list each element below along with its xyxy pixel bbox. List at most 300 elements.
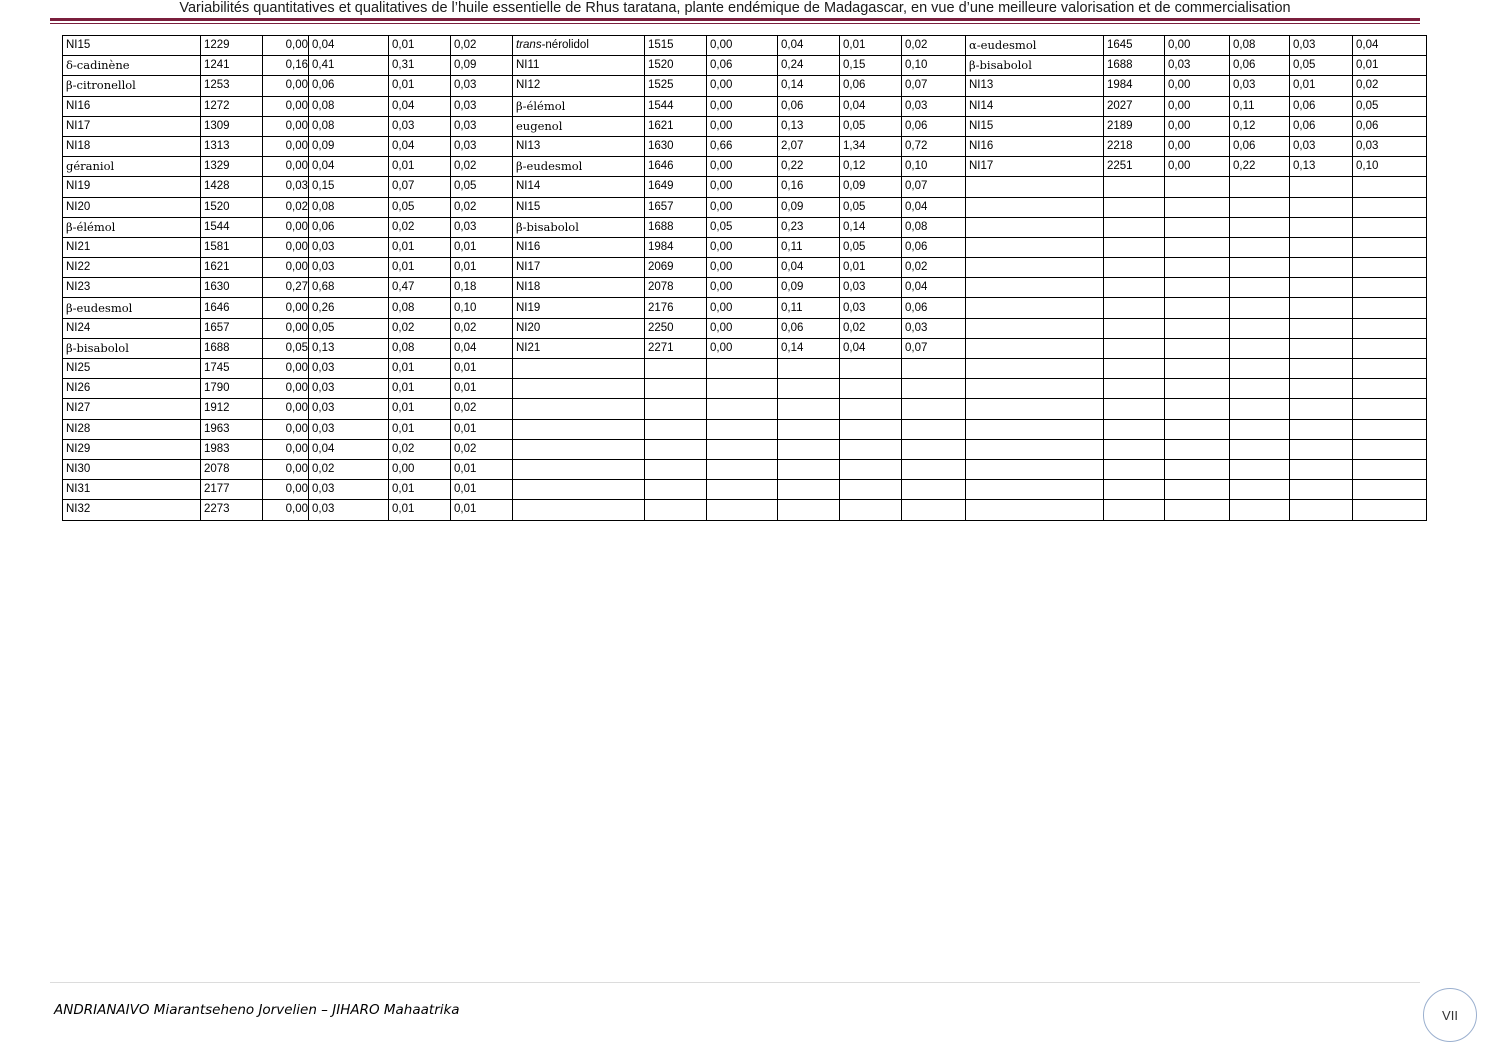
- cell-retention-index: 1272: [201, 96, 263, 116]
- cell-mean: [840, 379, 902, 399]
- cell-retention-index: 1229: [201, 36, 263, 56]
- cell-mean: 0,05: [389, 197, 451, 217]
- cell-std: [1353, 258, 1427, 278]
- cell-compound: NI15: [513, 197, 645, 217]
- cell-std: [1353, 419, 1427, 439]
- cell-retention-index: 1657: [645, 197, 707, 217]
- cell-mean: [1290, 359, 1353, 379]
- cell-mean: 0,01: [389, 500, 451, 520]
- cell-std: 0,05: [1353, 96, 1427, 116]
- cell-retention-index: 1241: [201, 56, 263, 76]
- cell-compound: [966, 480, 1104, 500]
- cell-max: 0,13: [778, 116, 840, 136]
- cell-mean: 0,06: [1290, 116, 1353, 136]
- cell-max: 0,11: [778, 298, 840, 318]
- cell-std: 0,04: [902, 197, 966, 217]
- cell-mean: 0,02: [389, 318, 451, 338]
- cell-retention-index: [1104, 298, 1165, 318]
- cell-compound: NI15: [966, 116, 1104, 136]
- cell-min: 0,00: [707, 157, 778, 177]
- cell-std: [902, 459, 966, 479]
- cell-std: 0,10: [902, 157, 966, 177]
- cell-std: 0,01: [451, 500, 513, 520]
- cell-retention-index: 1313: [201, 136, 263, 156]
- cell-min: [1165, 258, 1230, 278]
- cell-max: [1230, 379, 1290, 399]
- cell-retention-index: 2078: [201, 459, 263, 479]
- cell-mean: [840, 419, 902, 439]
- cell-max: 0,14: [778, 76, 840, 96]
- cell-retention-index: 2251: [1104, 157, 1165, 177]
- cell-std: [1353, 359, 1427, 379]
- cell-min: 0,66: [707, 136, 778, 156]
- cell-compound: NI29: [63, 439, 201, 459]
- cell-retention-index: 1688: [645, 217, 707, 237]
- cell-std: 0,03: [1353, 136, 1427, 156]
- cell-retention-index: [1104, 197, 1165, 217]
- cell-retention-index: 1646: [201, 298, 263, 318]
- cell-compound: NI14: [513, 177, 645, 197]
- cell-std: [1353, 318, 1427, 338]
- cell-mean: 0,03: [1290, 36, 1353, 56]
- cell-std: 0,03: [902, 318, 966, 338]
- cell-max: 0,11: [1230, 96, 1290, 116]
- cell-std: 0,06: [902, 116, 966, 136]
- cell-mean: 0,06: [1290, 96, 1353, 116]
- cell-min: 0,00: [1165, 157, 1230, 177]
- cell-mean: 0,02: [389, 217, 451, 237]
- cell-std: 0,02: [451, 318, 513, 338]
- cell-min: [1165, 459, 1230, 479]
- cell-mean: 0,00: [389, 459, 451, 479]
- cell-min: 0,05: [707, 217, 778, 237]
- cell-compound: NI16: [513, 237, 645, 257]
- cell-compound: NI30: [63, 459, 201, 479]
- cell-max: [1230, 298, 1290, 318]
- cell-max: [1230, 439, 1290, 459]
- cell-min: [707, 419, 778, 439]
- cell-max: 0,06: [1230, 136, 1290, 156]
- cell-mean: 0,04: [389, 96, 451, 116]
- cell-mean: [840, 439, 902, 459]
- cell-retention-index: 1649: [645, 177, 707, 197]
- cell-min: 0,00: [1165, 136, 1230, 156]
- cell-retention-index: 1428: [201, 177, 263, 197]
- cell-compound: [966, 338, 1104, 358]
- cell-max: [1230, 399, 1290, 419]
- cell-min: 0,00: [263, 116, 309, 136]
- cell-retention-index: 1790: [201, 379, 263, 399]
- cell-compound: NI13: [513, 136, 645, 156]
- cell-max: [1230, 480, 1290, 500]
- cell-min: [1165, 338, 1230, 358]
- cell-compound: NI23: [63, 278, 201, 298]
- cell-std: 0,02: [902, 258, 966, 278]
- cell-mean: 0,09: [840, 177, 902, 197]
- cell-min: [1165, 278, 1230, 298]
- cell-min: 0,00: [1165, 96, 1230, 116]
- table-row: [63, 177, 1427, 197]
- cell-max: 0,04: [778, 36, 840, 56]
- cell-std: [1353, 439, 1427, 459]
- cell-std: [902, 500, 966, 520]
- cell-min: 0,00: [263, 359, 309, 379]
- cell-retention-index: [1104, 177, 1165, 197]
- cell-min: [707, 480, 778, 500]
- cell-std: [902, 439, 966, 459]
- cell-min: 0,00: [707, 278, 778, 298]
- cell-max: [1230, 177, 1290, 197]
- cell-mean: 0,01: [389, 258, 451, 278]
- cell-compound: NI12: [513, 76, 645, 96]
- cell-std: 0,02: [451, 197, 513, 217]
- table-row: [63, 419, 1427, 439]
- header-rule-thick: [50, 18, 1420, 21]
- cell-std: 0,03: [451, 136, 513, 156]
- cell-max: 0,06: [309, 76, 389, 96]
- cell-mean: 0,01: [389, 237, 451, 257]
- cell-min: 0,00: [707, 298, 778, 318]
- cell-retention-index: [1104, 359, 1165, 379]
- cell-min: 0,00: [263, 439, 309, 459]
- cell-compound: β-élémol: [513, 96, 645, 116]
- cell-compound: [966, 379, 1104, 399]
- table-row: [63, 359, 1427, 379]
- cell-min: 0,00: [707, 76, 778, 96]
- cell-mean: 0,01: [840, 36, 902, 56]
- cell-mean: 0,08: [389, 298, 451, 318]
- cell-std: 0,03: [451, 76, 513, 96]
- cell-mean: [1290, 237, 1353, 257]
- cell-compound: β-bisabolol: [513, 217, 645, 237]
- cell-retention-index: 1645: [1104, 36, 1165, 56]
- cell-mean: [1290, 439, 1353, 459]
- cell-retention-index: 2273: [201, 500, 263, 520]
- cell-min: [1165, 298, 1230, 318]
- cell-mean: 0,01: [389, 419, 451, 439]
- cell-max: 0,24: [778, 56, 840, 76]
- cell-max: 0,14: [778, 338, 840, 358]
- cell-mean: 0,03: [1290, 136, 1353, 156]
- cell-retention-index: 1983: [201, 439, 263, 459]
- cell-min: [1165, 379, 1230, 399]
- footer-authors: ANDRIANAIVO Miarantseheno Jorvelien – JIHARO Mahaatrika: [54, 1002, 460, 1018]
- cell-max: 0,06: [778, 318, 840, 338]
- cell-compound: [966, 439, 1104, 459]
- cell-std: 0,04: [451, 338, 513, 358]
- cell-min: 0,00: [707, 237, 778, 257]
- cell-max: 0,08: [309, 96, 389, 116]
- cell-mean: [1290, 298, 1353, 318]
- cell-retention-index: 1630: [201, 278, 263, 298]
- cell-retention-index: [1104, 399, 1165, 419]
- cell-max: 0,03: [309, 379, 389, 399]
- cell-std: 0,01: [451, 480, 513, 500]
- data-table: [62, 35, 1427, 521]
- cell-compound: α-eudesmol: [966, 36, 1104, 56]
- cell-compound: NI18: [513, 278, 645, 298]
- cell-min: 0,00: [263, 318, 309, 338]
- footer-rule: [50, 982, 1420, 983]
- cell-compound: NI24: [63, 318, 201, 338]
- cell-mean: 0,01: [389, 399, 451, 419]
- table-row: [63, 76, 1427, 96]
- cell-min: 0,00: [263, 237, 309, 257]
- cell-compound: NI14: [966, 96, 1104, 116]
- cell-min: [1165, 419, 1230, 439]
- cell-mean: 0,07: [389, 177, 451, 197]
- cell-min: [1165, 480, 1230, 500]
- cell-retention-index: [645, 500, 707, 520]
- cell-min: 0,00: [263, 36, 309, 56]
- cell-retention-index: 1984: [1104, 76, 1165, 96]
- cell-compound: [966, 500, 1104, 520]
- cell-max: 0,03: [309, 237, 389, 257]
- cell-min: 0,00: [707, 36, 778, 56]
- cell-std: 0,01: [451, 379, 513, 399]
- cell-compound: eugenol: [513, 116, 645, 136]
- cell-retention-index: 1544: [645, 96, 707, 116]
- cell-retention-index: [1104, 258, 1165, 278]
- cell-compound: β-bisabolol: [63, 338, 201, 358]
- cell-std: 0,05: [451, 177, 513, 197]
- cell-retention-index: [645, 480, 707, 500]
- cell-max: 0,06: [309, 217, 389, 237]
- cell-std: 0,02: [451, 157, 513, 177]
- table-row: [63, 480, 1427, 500]
- cell-min: [1165, 500, 1230, 520]
- cell-std: [1353, 379, 1427, 399]
- cell-max: 0,12: [1230, 116, 1290, 136]
- cell-max: 0,26: [309, 298, 389, 318]
- cell-min: 0,00: [263, 157, 309, 177]
- cell-std: 0,07: [902, 177, 966, 197]
- cell-retention-index: 2069: [645, 258, 707, 278]
- cell-compound: NI21: [63, 237, 201, 257]
- cell-retention-index: [1104, 419, 1165, 439]
- cell-max: 0,15: [309, 177, 389, 197]
- cell-mean: 0,05: [840, 237, 902, 257]
- cell-retention-index: [1104, 480, 1165, 500]
- cell-mean: 0,06: [840, 76, 902, 96]
- cell-compound: β-citronellol: [63, 76, 201, 96]
- table-row: [63, 237, 1427, 257]
- cell-min: [707, 359, 778, 379]
- cell-mean: 0,47: [389, 278, 451, 298]
- cell-mean: 0,01: [840, 258, 902, 278]
- cell-compound: [966, 318, 1104, 338]
- cell-retention-index: 1253: [201, 76, 263, 96]
- cell-std: [1353, 480, 1427, 500]
- table-row: [63, 379, 1427, 399]
- table-row: [63, 96, 1427, 116]
- cell-std: 0,01: [451, 359, 513, 379]
- cell-min: [707, 500, 778, 520]
- cell-std: 0,01: [1353, 56, 1427, 76]
- cell-mean: 0,01: [389, 359, 451, 379]
- running-header: Variabilités quantitatives et qualitatives de l’huile essentielle de Rhus taratana, plante endémique de Madagascar, en vue d’une meilleure valorisation et de commercialisation: [179, 0, 1291, 16]
- cell-retention-index: 2078: [645, 278, 707, 298]
- cell-mean: [1290, 500, 1353, 520]
- cell-compound: NI25: [63, 359, 201, 379]
- cell-min: [1165, 439, 1230, 459]
- cell-max: [1230, 217, 1290, 237]
- cell-max: [778, 379, 840, 399]
- cell-compound: β-eudesmol: [63, 298, 201, 318]
- cell-max: 0,03: [309, 419, 389, 439]
- cell-mean: 0,04: [840, 338, 902, 358]
- cell-min: 0,00: [707, 116, 778, 136]
- cell-compound: NI16: [966, 136, 1104, 156]
- cell-mean: [1290, 217, 1353, 237]
- cell-min: 0,00: [707, 338, 778, 358]
- cell-compound: trans-nérolidol: [513, 36, 645, 56]
- cell-max: 0,04: [309, 36, 389, 56]
- cell-compound: [966, 459, 1104, 479]
- cell-retention-index: 1657: [201, 318, 263, 338]
- cell-mean: 0,08: [389, 338, 451, 358]
- cell-max: [778, 500, 840, 520]
- cell-std: 0,72: [902, 136, 966, 156]
- cell-std: 0,01: [451, 237, 513, 257]
- cell-retention-index: [645, 379, 707, 399]
- cell-std: [902, 379, 966, 399]
- cell-compound: NI16: [63, 96, 201, 116]
- cell-retention-index: 1309: [201, 116, 263, 136]
- cell-mean: 0,04: [840, 96, 902, 116]
- cell-std: 0,01: [451, 419, 513, 439]
- cell-max: [778, 359, 840, 379]
- cell-compound: [513, 459, 645, 479]
- cell-min: 0,00: [263, 480, 309, 500]
- cell-std: 0,07: [902, 76, 966, 96]
- cell-retention-index: 1688: [201, 338, 263, 358]
- cell-retention-index: 1581: [201, 237, 263, 257]
- cell-compound: [513, 480, 645, 500]
- cell-min: 0,00: [263, 399, 309, 419]
- cell-min: 0,03: [1165, 56, 1230, 76]
- cell-compound: [966, 258, 1104, 278]
- cell-min: [1165, 237, 1230, 257]
- table-row: [63, 338, 1427, 358]
- cell-min: [707, 459, 778, 479]
- cell-retention-index: 2027: [1104, 96, 1165, 116]
- cell-mean: 0,03: [840, 278, 902, 298]
- cell-min: 0,00: [263, 217, 309, 237]
- cell-max: 0,03: [309, 399, 389, 419]
- cell-retention-index: [645, 439, 707, 459]
- cell-compound: [513, 500, 645, 520]
- cell-retention-index: [1104, 338, 1165, 358]
- table-row: [63, 116, 1427, 136]
- table-row: [63, 157, 1427, 177]
- page-number-badge: [1423, 988, 1477, 1042]
- cell-mean: [840, 459, 902, 479]
- cell-mean: 0,01: [1290, 76, 1353, 96]
- cell-compound: [513, 399, 645, 419]
- cell-mean: [840, 399, 902, 419]
- cell-max: [1230, 419, 1290, 439]
- cell-std: [1353, 298, 1427, 318]
- cell-retention-index: 1630: [645, 136, 707, 156]
- cell-std: 0,08: [902, 217, 966, 237]
- cell-min: [1165, 359, 1230, 379]
- cell-min: [707, 439, 778, 459]
- cell-std: 0,03: [451, 96, 513, 116]
- cell-compound: NI20: [63, 197, 201, 217]
- cell-compound: [966, 278, 1104, 298]
- cell-compound: [513, 379, 645, 399]
- cell-max: [1230, 197, 1290, 217]
- cell-compound: [966, 399, 1104, 419]
- cell-min: 0,27: [263, 278, 309, 298]
- cell-retention-index: 2177: [201, 480, 263, 500]
- cell-mean: [1290, 379, 1353, 399]
- table-row: [63, 56, 1427, 76]
- cell-retention-index: [1104, 278, 1165, 298]
- cell-max: 0,08: [309, 197, 389, 217]
- cell-retention-index: [1104, 500, 1165, 520]
- cell-max: 0,03: [1230, 76, 1290, 96]
- cell-compound: NI19: [63, 177, 201, 197]
- cell-compound: [513, 439, 645, 459]
- cell-max: [778, 480, 840, 500]
- cell-min: 0,00: [707, 177, 778, 197]
- table-body: [63, 36, 1427, 521]
- cell-retention-index: [645, 359, 707, 379]
- table-row: [63, 500, 1427, 520]
- cell-std: 0,10: [1353, 157, 1427, 177]
- cell-max: 0,22: [1230, 157, 1290, 177]
- cell-compound: [966, 359, 1104, 379]
- cell-compound: NI22: [63, 258, 201, 278]
- cell-max: 0,03: [309, 500, 389, 520]
- cell-std: [1353, 177, 1427, 197]
- cell-compound: β-eudesmol: [513, 157, 645, 177]
- cell-retention-index: 1912: [201, 399, 263, 419]
- cell-std: [1353, 338, 1427, 358]
- cell-retention-index: 1515: [645, 36, 707, 56]
- cell-retention-index: [1104, 237, 1165, 257]
- cell-mean: [1290, 419, 1353, 439]
- cell-compound: NI18: [63, 136, 201, 156]
- cell-compound: NI13: [966, 76, 1104, 96]
- cell-mean: 0,05: [840, 197, 902, 217]
- cell-mean: 0,01: [389, 157, 451, 177]
- cell-max: 0,06: [1230, 56, 1290, 76]
- cell-min: 0,00: [263, 96, 309, 116]
- cell-max: 0,09: [778, 278, 840, 298]
- cell-min: 0,03: [263, 177, 309, 197]
- cell-retention-index: [1104, 217, 1165, 237]
- cell-std: [1353, 278, 1427, 298]
- cell-min: 0,00: [263, 500, 309, 520]
- cell-min: 0,02: [263, 197, 309, 217]
- cell-max: 0,04: [309, 439, 389, 459]
- cell-max: [1230, 500, 1290, 520]
- cell-std: 0,03: [451, 116, 513, 136]
- cell-compound: NI20: [513, 318, 645, 338]
- cell-max: 0,09: [778, 197, 840, 217]
- cell-min: [1165, 318, 1230, 338]
- cell-max: 0,03: [309, 359, 389, 379]
- cell-compound: NI11: [513, 56, 645, 76]
- cell-compound: NI28: [63, 419, 201, 439]
- cell-mean: 0,02: [840, 318, 902, 338]
- cell-compound: NI26: [63, 379, 201, 399]
- table-row: [63, 318, 1427, 338]
- cell-mean: [1290, 258, 1353, 278]
